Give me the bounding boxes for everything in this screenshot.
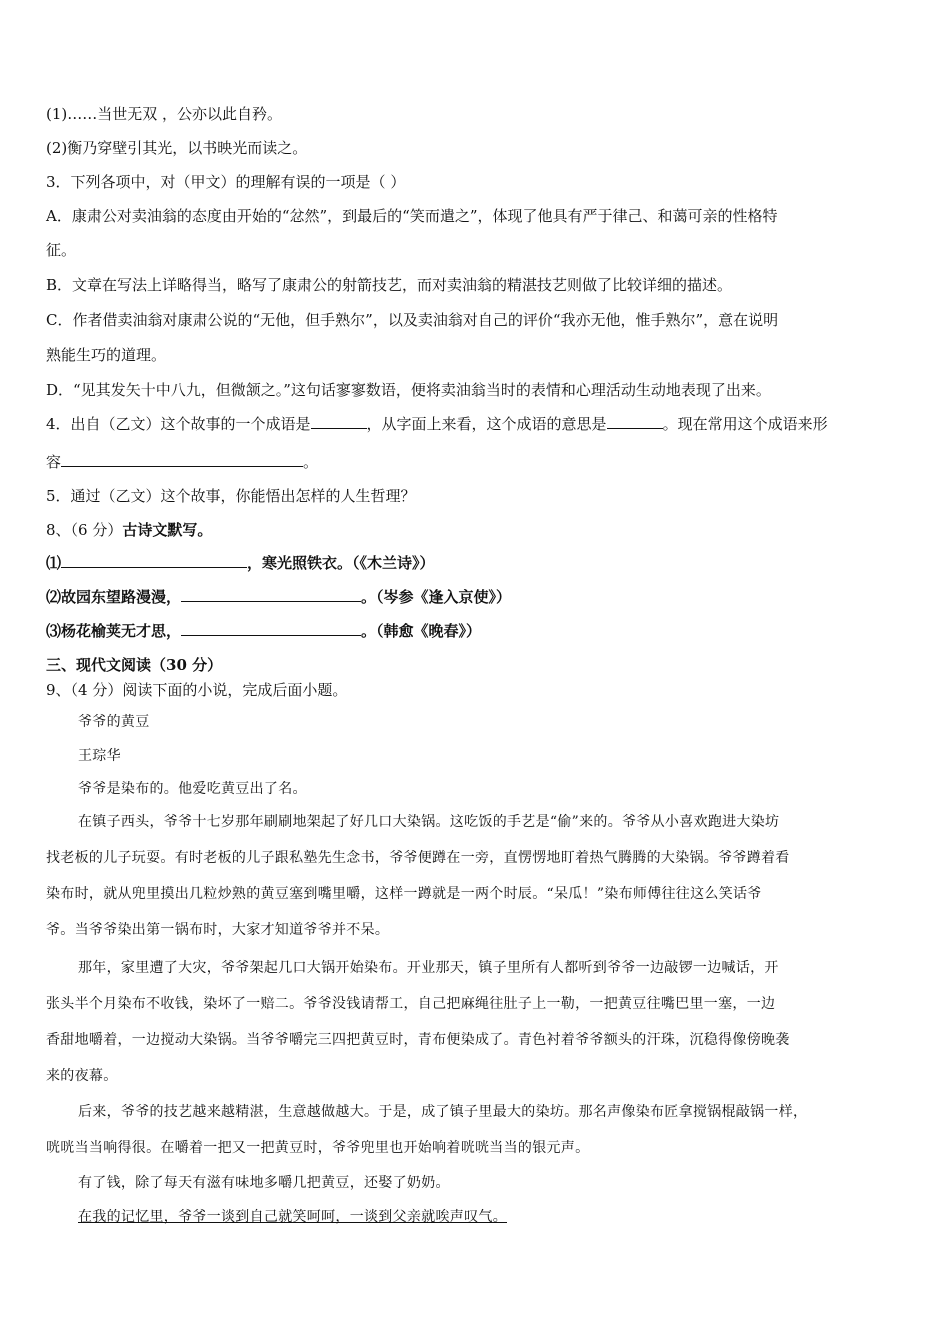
story-p4-line-2: 咣咣当当响得很。在嚼着一把又一把黄豆时，爷爷兜里也开始响着咣咣当当的银元声。 (46, 1140, 590, 1156)
q4-text-2: ，从字面上来看，这个成语的意思是 (366, 415, 607, 433)
story-p2-line-2: 找老板的儿子玩耍。有时老板的儿子跟私塾先生念书，爷爷便蹲在一旁，直愣愣地盯着热气腾腾的大染锅。爷爷蹲着看 (46, 850, 790, 866)
q8-line-1 (46, 553, 435, 573)
q4-text-3: 。现在常用这个成语来形 (662, 415, 828, 433)
q8-header (46, 520, 212, 540)
q4-line-2 (46, 452, 318, 472)
q3-option-b: B．文章在写法上详略得当，略写了康肃公的射箭技艺，而对卖油翁的精湛技艺则做了比较详细的描述。 (46, 276, 733, 294)
q8-l3-post: 。（韩愈《晚春》） (361, 622, 482, 640)
story-author: 王琮华 (78, 748, 121, 764)
q5-stem: 5．通过（乙文）这个故事，你能悟出怎样的人生哲理？ (46, 487, 416, 505)
q8-blank-2[interactable] (181, 587, 361, 602)
q8-line-3 (46, 621, 481, 641)
q4-blank-1[interactable] (311, 414, 367, 429)
story-paragraph-1: 爷爷是染布的。他爱吃黄豆出了名。 (78, 781, 307, 797)
story-p4-line-1: 后来，爷爷的技艺越来越精湛，生意越做越大。于是，成了镇子里最大的染坊。那名声像染布匠拿搅锅棍敲锅一样， (78, 1104, 808, 1120)
q8-l1-num: ⑴ (46, 554, 62, 572)
q8-number: 8、（6 分） (46, 521, 123, 539)
q3-option-d: D．“见其发矢十中八九，但微颔之。”这句话寥寥数语，便将卖油翁当时的表情和心理活动生动地表现了出来。 (46, 381, 771, 399)
q8-title: 古诗文默写。 (122, 521, 213, 539)
story-p3-line-3: 香甜地嚼着，一边搅动大染锅。当爷爷嚼完三四把黄豆时，青布便染成了。青色衬着爷爷额头的汗珠，沉稳得像傍晚袭 (46, 1032, 790, 1048)
q8-l3-pre: ⑶杨花榆荚无才思， (46, 622, 182, 640)
story-p3-line-1: 那年，家里遭了大灾，爷爷架起几口大锅开始染布。开业那天，镇子里所有人都听到爷爷一边敲锣一边喊话，开 (78, 960, 779, 976)
section-3-heading: 三、现代文阅读（30 分） (46, 656, 223, 674)
q8-line-2 (46, 587, 511, 607)
q8-l2-post: 。（岑参《逢入京使》） (361, 588, 512, 606)
q2-sentence-2: (2)衡乃穿壁引其光，以书映光而读之。 (46, 139, 308, 157)
q8-l1-text: ，寒光照铁衣。（《木兰诗》） (247, 554, 435, 572)
q3-option-a-cont: 征。 (46, 241, 77, 259)
q4-line-1 (46, 414, 828, 434)
story-title: 爷爷的黄豆 (78, 714, 150, 730)
q8-blank-1[interactable] (61, 553, 247, 568)
story-p2-line-4: 爷。当爷爷染出第一锅布时，大家才知道爷爷并不呆。 (46, 922, 390, 938)
q4-text-4: 容 (46, 453, 62, 471)
q3-option-a: A．康肃公对卖油翁的态度由开始的“忿然”，到最后的“笑而遣之”，体现了他具有严于律己、和蔼可亲的性格特 (46, 207, 778, 225)
q8-blank-3[interactable] (181, 621, 361, 636)
q3-option-c-cont: 熟能生巧的道理。 (46, 346, 167, 364)
q3-option-c: C．作者借卖油翁对康肃公说的“无他，但手熟尔”，以及卖油翁对自己的评价“我亦无他，惟手熟尔”，意在说明 (46, 311, 779, 329)
story-paragraph-5: 有了钱，除了每天有滋有味地多嚼几把黄豆，还娶了奶奶。 (78, 1175, 450, 1191)
story-p3-line-2: 张头半个月染布不收钱，染坏了一赔二。爷爷没钱请帮工，自己把麻绳往肚子上一勒，一把黄豆往嘴巴里一塞，一边 (46, 996, 776, 1012)
q4-text-1: 4．出自（乙文）这个故事的一个成语是 (46, 415, 311, 433)
q3-stem: 3．下列各项中，对（甲文）的理解有误的一项是（ ） (46, 173, 406, 191)
q2-sentence-1: (1)……当世无双 ，公亦以此自矜。 (46, 105, 283, 123)
q4-text-5: 。 (303, 453, 319, 471)
story-p2-line-3: 染布时，就从兜里摸出几粒炒熟的黄豆塞到嘴里嚼，这样一蹲就是一两个时辰。“呆瓜！”染布师傅往往这么笑话爷 (46, 886, 762, 902)
story-p2-line-1: 在镇子西头，爷爷十七岁那年刷刷地架起了好几口大染锅。这吃饭的手艺是“偷”来的。爷爷从小喜欢跑进大染坊 (78, 814, 780, 830)
q9-stem: 9、（4 分）阅读下面的小说，完成后面小题。 (46, 681, 348, 699)
q4-blank-2[interactable] (607, 414, 663, 429)
q8-l2-pre: ⑵故园东望路漫漫， (46, 588, 182, 606)
story-p3-line-4: 来的夜幕。 (46, 1068, 118, 1084)
story-paragraph-6-underlined: 在我的记忆里，爷爷一谈到自己就笑呵呵，一谈到父亲就唉声叹气。 (78, 1209, 507, 1225)
q4-blank-3[interactable] (61, 452, 303, 467)
